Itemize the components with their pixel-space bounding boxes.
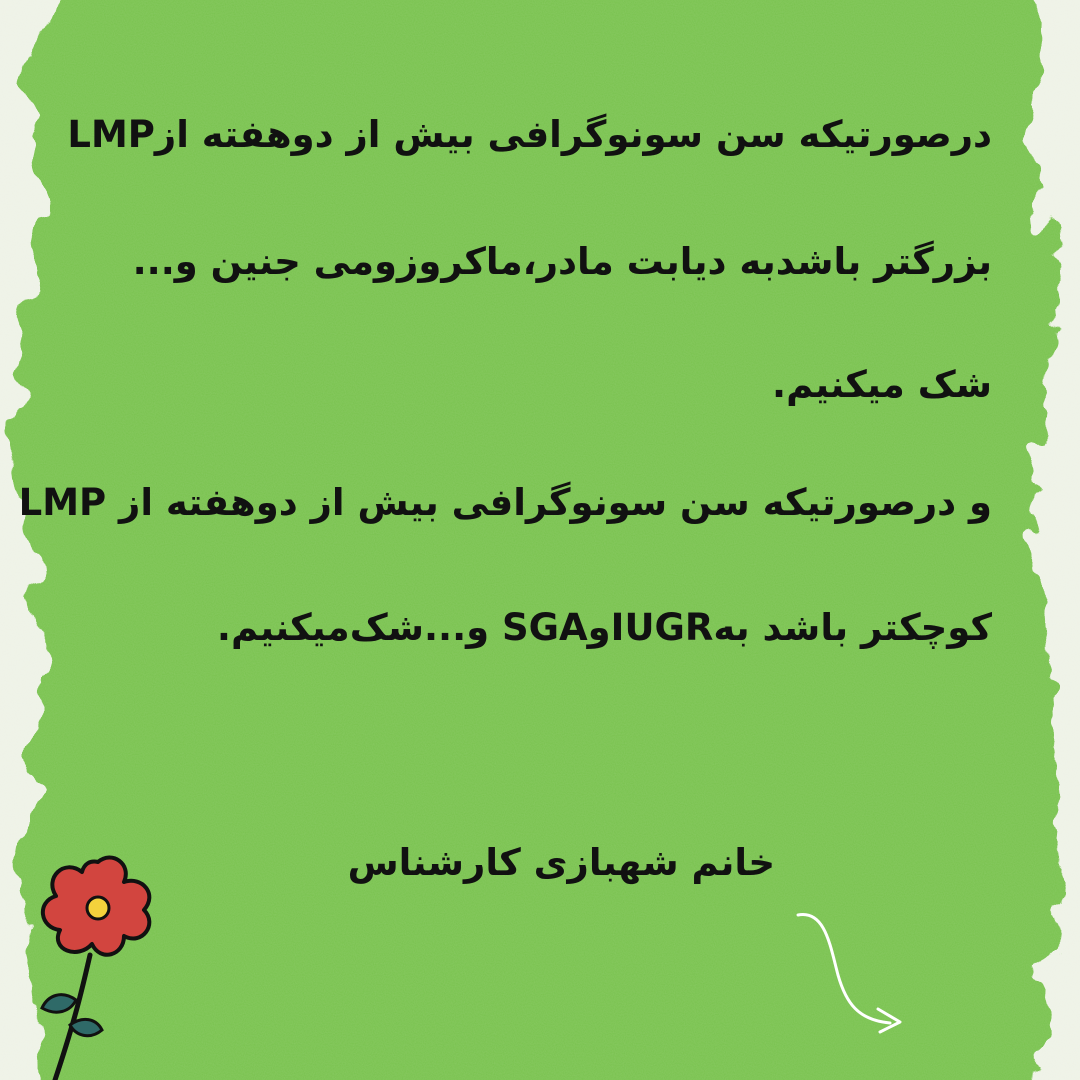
paragraph-2-line-2: کوچکتر باشد بهIUGRوSGA و...شک‌میکنیم. xyxy=(216,606,992,649)
paragraph-1-line-2: بزرگتر باشدبه دیابت مادر،ماکروزومی جنین و... xyxy=(132,240,992,283)
paragraph-1-line-1: درصورتیکه سن سونوگرافی بیش از دوهفته ازLMP xyxy=(67,113,992,156)
paragraph-2-line-1: و درصورتیکه سن سونوگرافی بیش از دوهفته از LMP xyxy=(18,481,992,524)
curved-arrow-icon xyxy=(790,905,915,1040)
signature: خانم شهبازی کارشناس xyxy=(347,841,775,884)
flower-icon xyxy=(20,850,160,1080)
paragraph-1-line-3: شک میکنیم. xyxy=(772,363,992,406)
